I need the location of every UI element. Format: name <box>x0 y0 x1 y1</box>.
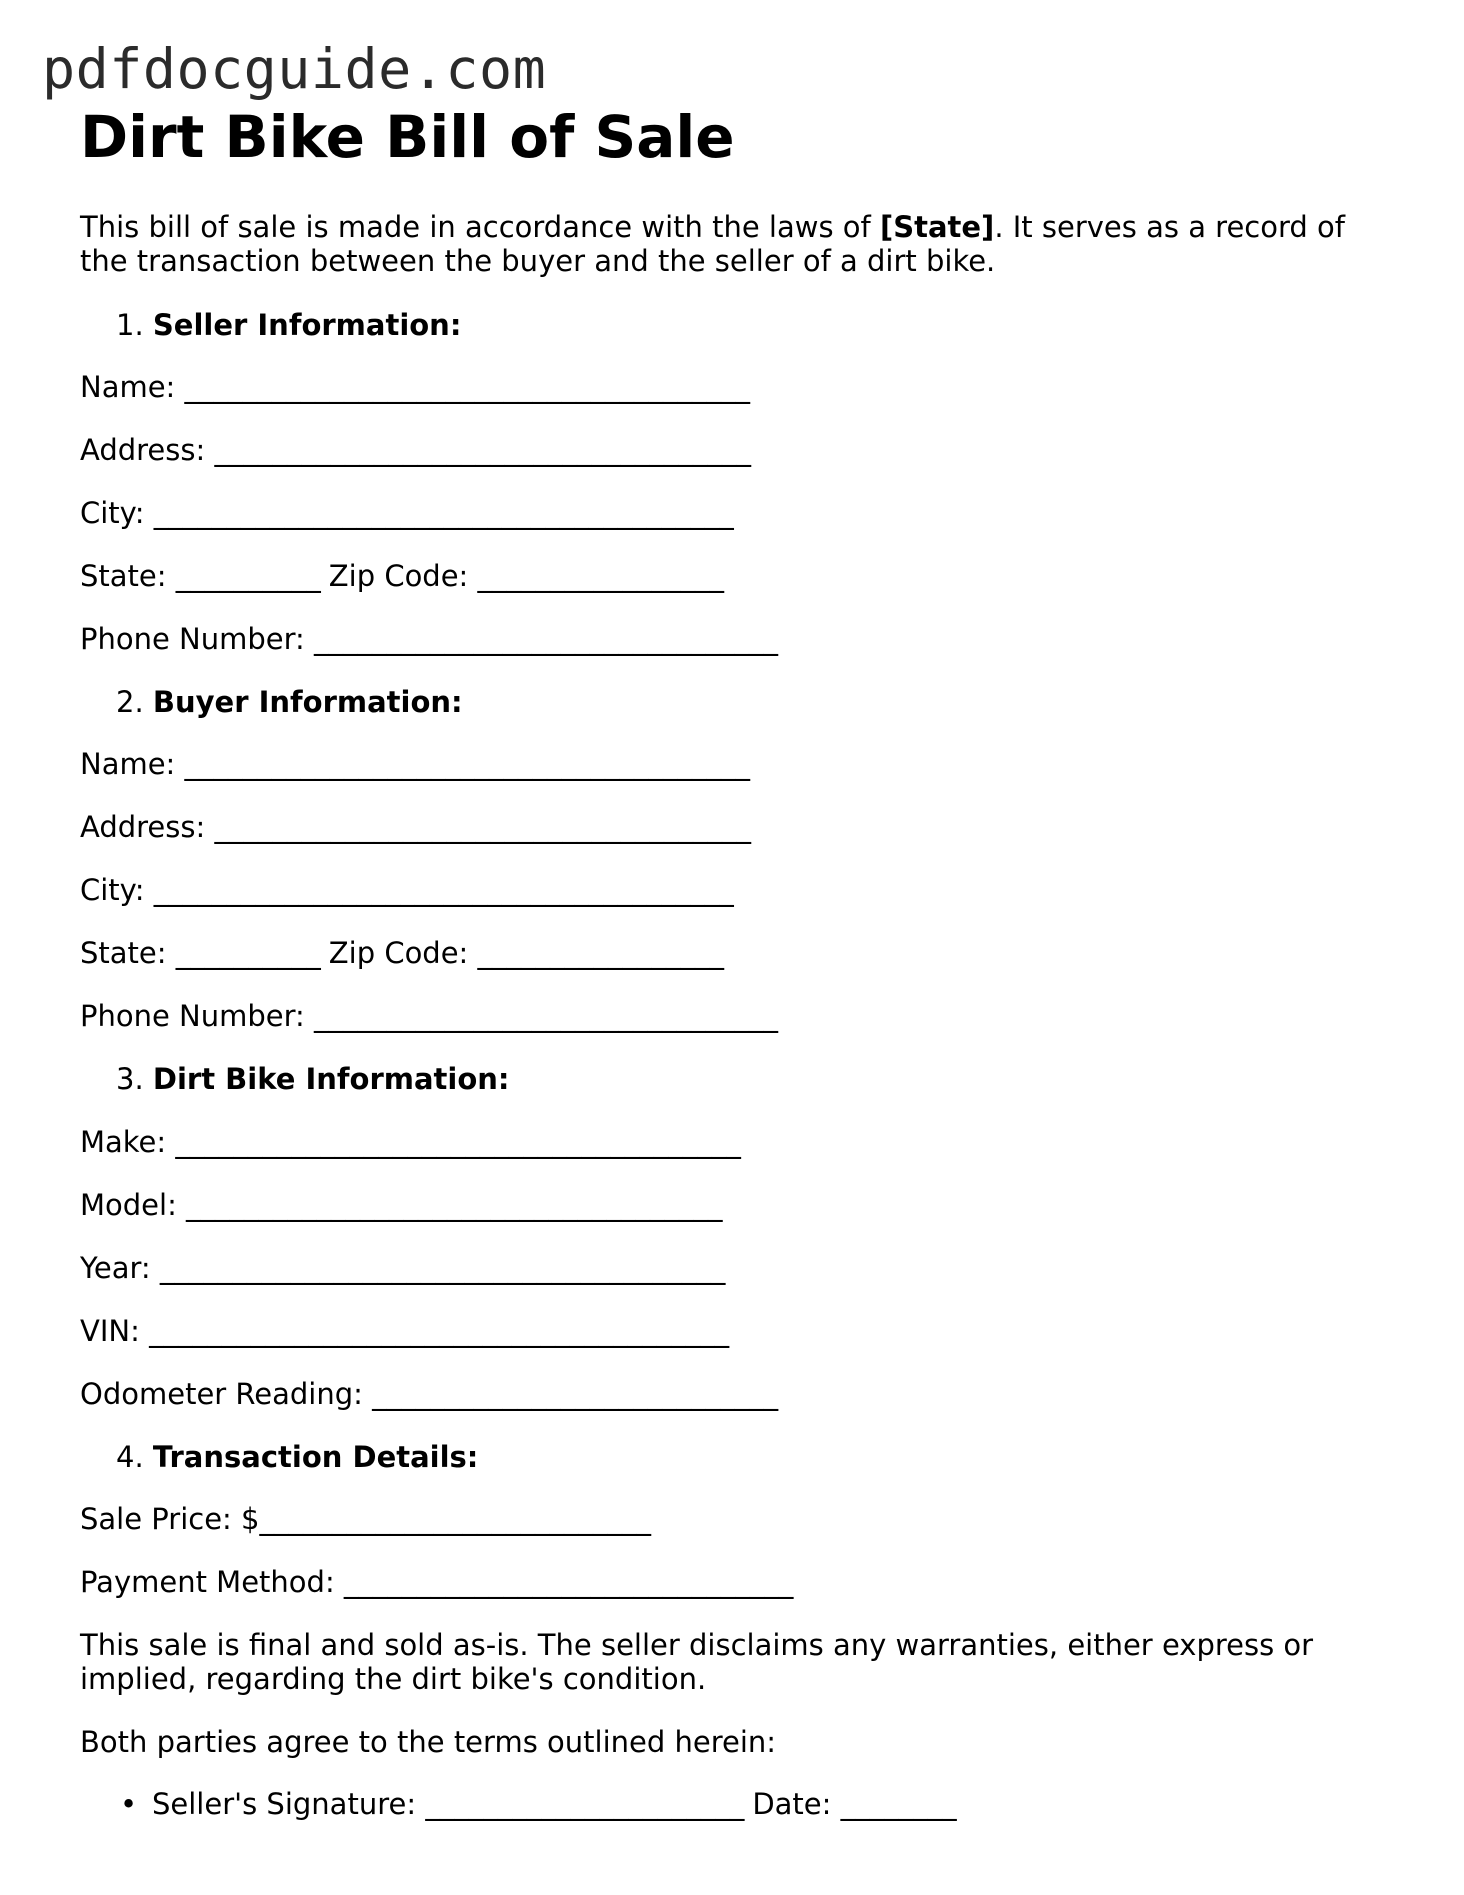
payment-method-field[interactable]: Payment Method: _______________________________ <box>80 1565 794 1599</box>
seller-signature-row <box>152 1787 957 1821</box>
buyer-city-field[interactable]: City: ________________________________________ <box>80 873 734 907</box>
seller-city-field[interactable]: City: ________________________________________ <box>80 496 734 530</box>
section-number: 3. <box>116 1062 144 1096</box>
bike-year-field[interactable]: Year: _______________________________________ <box>80 1251 726 1285</box>
seller-name-field[interactable]: Name: _______________________________________ <box>80 370 751 404</box>
seller-phone-field[interactable]: Phone Number: ________________________________ <box>80 622 779 656</box>
bike-vin-field[interactable]: VIN: ________________________________________ <box>80 1314 730 1348</box>
section-title: Transaction Details: <box>152 1440 479 1474</box>
seller-section-heading <box>116 308 461 342</box>
sale-price-field[interactable]: Sale Price: $___________________________ <box>80 1502 651 1536</box>
buyer-address-field[interactable]: Address: _____________________________________ <box>80 810 751 844</box>
intro-text-before: This bill of sale is made in accordance with the laws of <box>80 210 880 244</box>
section-number: 2. <box>116 685 144 719</box>
section-number: 1. <box>116 308 144 342</box>
bullet-icon: • <box>120 1787 138 1821</box>
buyer-state-field[interactable]: State: __________ <box>80 936 321 970</box>
seller-signature-date-field[interactable]: Date: ________ <box>752 1787 957 1821</box>
agreement-statement: Both parties agree to the terms outlined herein: <box>80 1725 777 1759</box>
section-number: 4. <box>116 1440 144 1474</box>
bike-model-field[interactable]: Model: _____________________________________ <box>80 1188 723 1222</box>
document-title: Dirt Bike Bill of Sale <box>80 103 735 171</box>
seller-state-field[interactable]: State: __________ <box>80 559 321 593</box>
bike-section-heading <box>116 1062 510 1096</box>
intro-text-after: . It serves as a record of the transaction between the buyer and the seller of a dirt bike. <box>80 210 1345 278</box>
seller-signature-field[interactable]: Seller's Signature: ______________________ <box>152 1787 745 1821</box>
buyer-state-zip-row <box>80 936 724 970</box>
state-placeholder: [State] <box>879 210 995 244</box>
section-title: Buyer Information: <box>152 685 463 719</box>
buyer-phone-field[interactable]: Phone Number: ________________________________ <box>80 999 779 1033</box>
buyer-zip-field[interactable]: Zip Code: _________________ <box>328 936 725 970</box>
as-is-statement: This sale is final and sold as-is. The seller disclaims any warranties, either express or implied, regarding the dirt bike's condition. <box>80 1628 1314 1696</box>
watermark: pdfdocguide.com <box>42 37 547 101</box>
intro-paragraph <box>80 210 1370 278</box>
section-title: Dirt Bike Information: <box>152 1062 510 1096</box>
bike-make-field[interactable]: Make: _______________________________________ <box>80 1125 741 1159</box>
seller-address-field[interactable]: Address: _____________________________________ <box>80 433 751 467</box>
bike-odometer-field[interactable]: Odometer Reading: ____________________________ <box>80 1377 779 1411</box>
transaction-section-heading <box>116 1440 478 1474</box>
section-title: Seller Information: <box>152 308 462 342</box>
seller-state-zip-row <box>80 559 724 593</box>
buyer-section-heading <box>116 685 463 719</box>
seller-zip-field[interactable]: Zip Code: _________________ <box>328 559 725 593</box>
buyer-name-field[interactable]: Name: _______________________________________ <box>80 747 751 781</box>
